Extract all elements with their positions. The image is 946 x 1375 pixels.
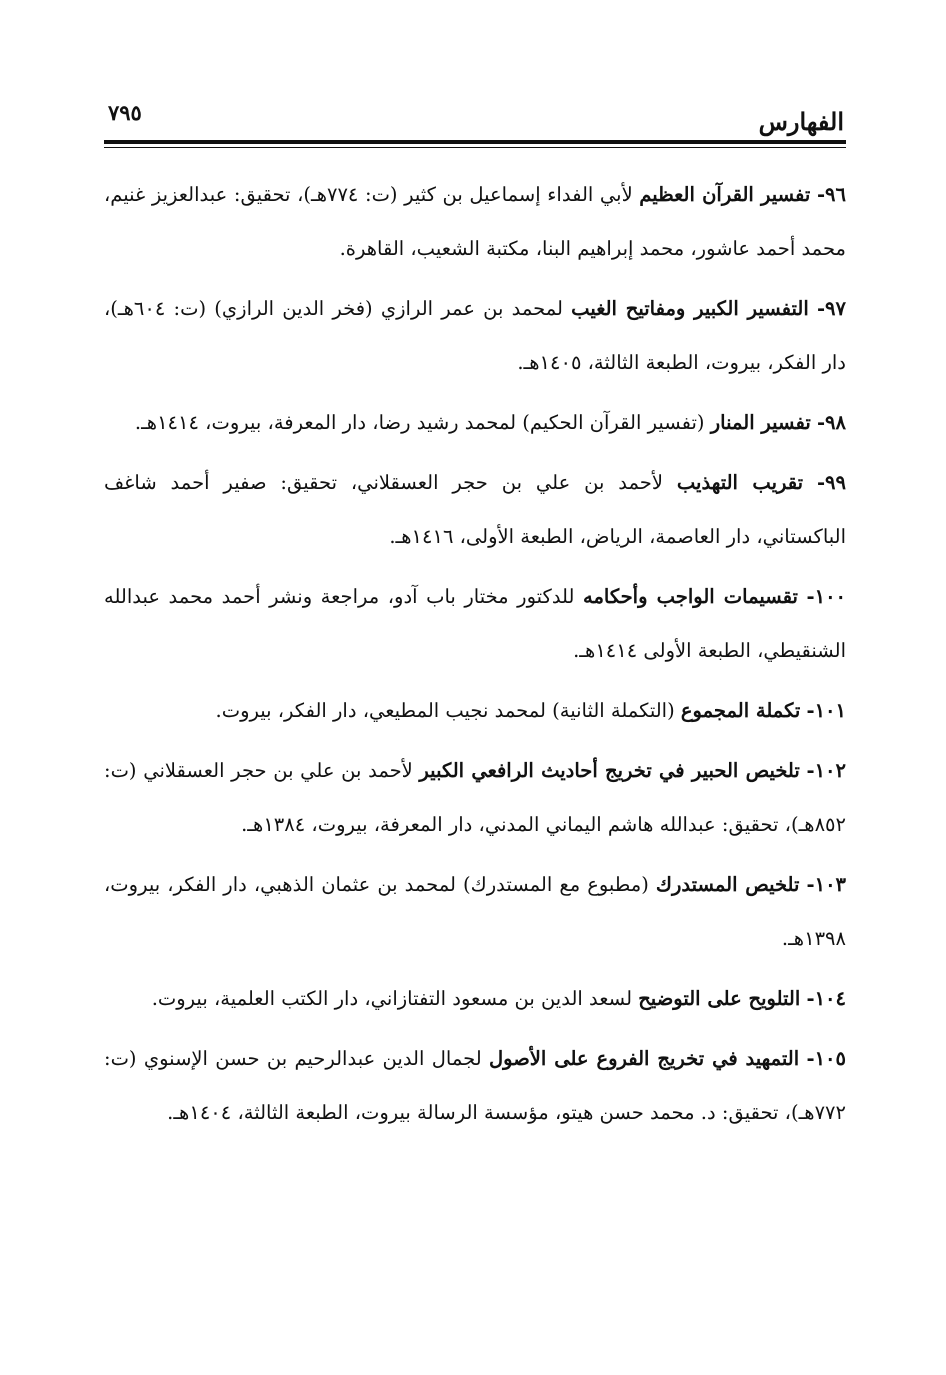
entry-title: تفسير القرآن العظيم	[639, 183, 811, 206]
entry-title: التفسير الكبير ومفاتيح الغيب	[571, 297, 809, 320]
bibliography-entry	[104, 972, 846, 1026]
entry-title: التلويح على التوضيح	[638, 987, 801, 1010]
entry-details: (تفسير القرآن الحكيم) لمحمد رشيد رضا، دار المعرفة، بيروت، ١٤١٤هـ.	[134, 411, 711, 434]
entry-title: تقسيمات الواجب وأحكامه	[583, 585, 798, 608]
entry-number: ٩٨-	[816, 411, 846, 434]
bibliography-entry	[104, 744, 846, 852]
entry-details: (التكملة الثانية) لمحمد نجيب المطيعي، دار الفكر، بيروت.	[215, 699, 681, 722]
bibliography-entry	[104, 456, 846, 564]
section-title: الفهارس	[758, 107, 844, 136]
bibliography-entry	[104, 684, 846, 738]
page-number: ٧٩٥	[108, 100, 142, 125]
entry-title: تكملة المجموع	[680, 699, 801, 722]
entry-number: ٩٦-	[816, 183, 846, 206]
entry-details: لجمال الدين عبدالرحيم بن حسن الإسنوي (ت: ٧٧٢هـ)، تحقيق: د. محمد حسن هيتو، مؤسسة الرسالة بيروت، الطبعة الثالثة، ١٤٠٤هـ.	[104, 1047, 846, 1124]
entry-number: ١٠٥-	[806, 1047, 846, 1070]
bibliography-entry	[104, 1032, 846, 1140]
bibliography-entry	[104, 168, 846, 276]
entry-number: ٩٩-	[816, 471, 846, 494]
entry-title: تقريب التهذيب	[676, 471, 804, 494]
entry-details: لأحمد بن علي بن حجر العسقلاني (ت: ٨٥٢هـ)، تحقيق: عبدالله هاشم اليماني المدني، دار المعرفة، بيروت، ١٣٨٤هـ.	[104, 759, 846, 836]
entry-title: تلخيص المستدرك	[655, 873, 800, 896]
header-rule-thick	[104, 140, 846, 144]
bibliography-entry	[104, 570, 846, 678]
page-header	[104, 96, 844, 136]
entry-title: تفسير المنار	[710, 411, 811, 434]
entry-details: لأبي الفداء إسماعيل بن كثير (ت: ٧٧٤هـ)، تحقيق: عبدالعزيز غنيم، محمد أحمد عاشور، محمد إبراهيم البنا، مكتبة الشعيب، القاهرة.	[104, 183, 846, 260]
bibliography-entry	[104, 396, 846, 450]
bibliography-entry	[104, 282, 846, 390]
entry-details: لسعد الدين بن مسعود التفتازاني، دار الكتب العلمية، بيروت.	[151, 987, 639, 1010]
bibliography-entry	[104, 858, 846, 966]
entry-number: ١٠١-	[806, 699, 846, 722]
entry-details: للدكتور مختار باب آدو، مراجعة ونشر أحمد محمد عبدالله الشنقيطي، الطبعة الأولى ١٤١٤هـ.	[104, 585, 846, 662]
entry-number: ١٠٣-	[806, 873, 847, 896]
entry-details: (مطبوع مع المستدرك) لمحمد بن عثمان الذهبي، دار الفكر، بيروت، ١٣٩٨هـ.	[104, 873, 846, 950]
header-rule-thin	[104, 147, 846, 148]
entry-number: ٩٧-	[816, 297, 846, 320]
entry-number: ١٠٢-	[806, 759, 846, 782]
entry-number: ١٠٠-	[806, 585, 847, 608]
entry-title: التمهيد في تخريج الفروع على الأصول	[488, 1047, 800, 1070]
bibliography-list	[104, 168, 846, 1146]
entry-number: ١٠٤-	[806, 987, 846, 1010]
entry-details: لأحمد بن علي بن حجر العسقلاني، تحقيق: صفير أحمد شاغف الباكستاني، دار العاصمة، الرياض، الطبعة الأولى، ١٤١٦هـ.	[104, 471, 846, 548]
entry-details: لمحمد بن عمر الرازي (فخر الدين الرازي) (ت: ٦٠٤هـ)، دار الفكر، بيروت، الطبعة الثالثة، ١٤٠٥هـ.	[104, 297, 846, 374]
entry-title: تلخيص الحبير في تخريج أحاديث الرافعي الكبير	[419, 759, 800, 782]
